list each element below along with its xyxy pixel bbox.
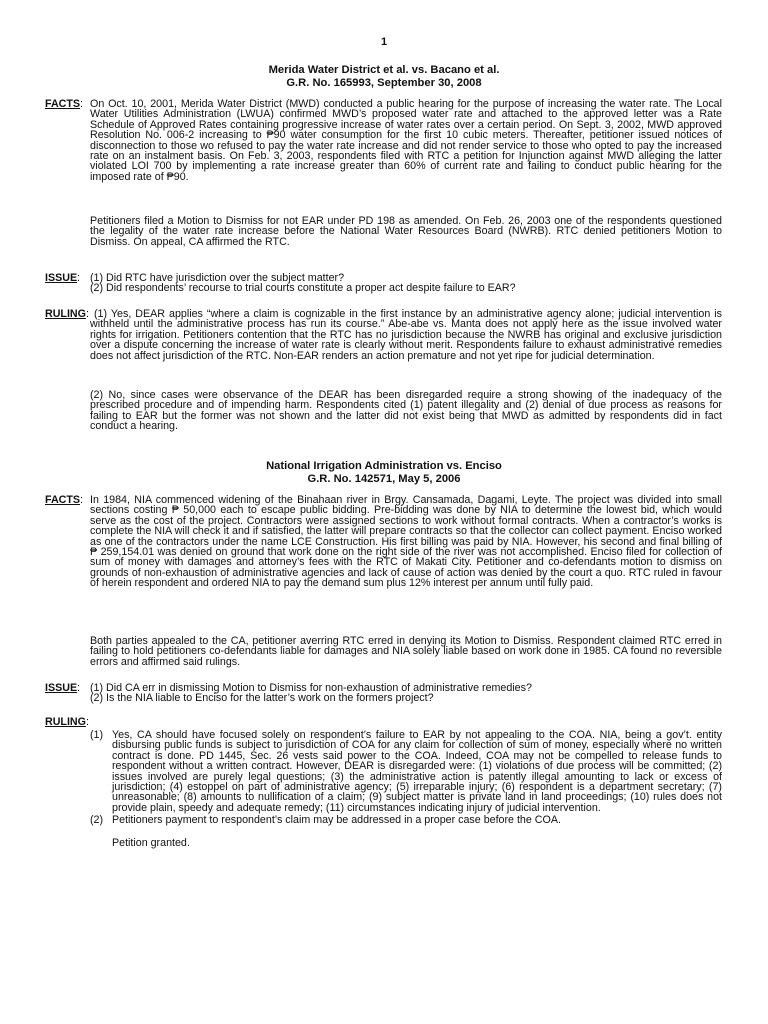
case2-header (0, 460, 768, 485)
case1-ruling-paragraph-2: (2) No, since cases were observance of the DEAR has been disregarded require a strong showing of the inadequacy of the prescribed procedure and of impending harm. Respondents cited (1) patent illegality and (2) denial of due process as reasons for failing to EAR but the former was not shown and the latter did not exist being that MWD as admitted by respondents did in fact conduct a hearing. (90, 389, 722, 433)
case2-facts-paragraph-1: In 1984, NIA commenced widening of the Binahaan river in Brgy. Cansamada, Dagami, Leyte. The project was divided into small sections costing ₱ 50,000 each to escape public bidding. Pre-bidding was done by NIA to determine the lowest bid, which would serve as the cost of the project. Contractors were assigned sections to work without formal contracts. When a contractor’s works is complete the NIA will check it and if satisfied, the latter will prepare contracts so that the collector can collect payment. Enciso worked as one of the contractors under the name LCE Construction. His first billing was paid by NIA. However, his second and final billing of ₱ 259,154.01 was denied on ground that work done on the right side of the river was not accomplished. Enciso filed for collection of sum of money with damages and attorney’s fees with the RTC of Makati City. Petitioner and co-defendants motion to dismiss on grounds of non-exhaustion of administrative agencies and lack of cause of action was denied by the court a quo. RTC ruled in favour of herein respondent and ordered NIA to pay the demand sum plus 12% interest per annum until fully paid. (90, 494, 722, 590)
case1-ruling-2 (0, 390, 768, 432)
case1-ruling-paragraph-1: (1) Yes, DEAR applies “where a claim is cognizable in the first instance by an administrative agency alone; judicial intervention is withheld until the administrative process has run its course.” Abe-abe vs. Manta does not apply here as the issue involved water rights for irrigation. Petitioners contention that the RTC has no jurisdiction because the NWRB has original and exclusive jurisdiction over a dispute concerning the increase of water rate is clearly without merit. Respondents failure to exhaust administrative remedies does not affect jurisdiction of the RTC. Non-EAR renders an action premature and not yet ripe for judicial determination. (90, 308, 722, 362)
case2-facts (0, 495, 768, 589)
case1-facts-label: FACTS (45, 98, 81, 110)
case2-ruling-item-1-text: Yes, CA should have focused solely on respondent’s failure to EAR by not appealing to the COA. NIA, being a gov’t. entity disbursing public funds is subject to jurisdiction of COA for any claim for collection of sum of money, especially where no written contract is done. PD 1445, Sec. 26 vests said power to the COA. Indeed, COA may not be compelled to release funds to respondent without a written contract. However, DEAR is disregarded were: (1) violations of due process will be committed; (2) issues involved are purely legal questions; (3) the administrative action is patently illegal amounting to lack or excess of jurisdiction; (4) estoppel on part of administrative agency; (5) irreparable injury; (6) respondent is a department secretary; (7) unreasonable; (8) amounts to nullification of a claim; (9) subject matter is private land in land proceedings; (10) rules does not provide plain, speedy and adequate remedy; (11) circumstances indicating injury of judicial intervention. (112, 729, 722, 814)
case2-ruling-item-2-text: Petitioners payment to respondent’s claim may be addressed in a proper case before the COA. (112, 814, 561, 827)
case1-issue-1: (1) Did RTC have jurisdiction over the subject matter? (90, 272, 345, 284)
case2-ruling-item-2-num: (2) (90, 814, 104, 827)
case2-title: National Irrigation Administration vs. Enciso (266, 460, 502, 472)
case1-issue-label: ISSUE (45, 272, 78, 284)
case1-issue-2: (2) Did respondents’ recourse to trial courts constitute a proper act despite failure to EAR? (90, 282, 516, 295)
label-colon: : (77, 272, 80, 284)
case1-ruling (0, 309, 768, 361)
case1-facts-2 (0, 216, 768, 247)
label-colon: : (77, 682, 80, 694)
label-colon: : (86, 308, 89, 320)
case2-ruling-label: RULING (45, 716, 86, 728)
case2-gr: G.R. No. 142571, May 5, 2006 (307, 472, 461, 485)
label-colon: : (80, 494, 83, 506)
page-number: 1 (380, 36, 388, 48)
case2-ruling-item-1-num: (1) (90, 729, 104, 741)
case1-title: Merida Water District et al. vs. Bacano et al. (268, 64, 500, 76)
case2-ruling-item (90, 730, 722, 813)
case1-ruling-label: RULING (45, 308, 86, 320)
case1-issue (0, 273, 768, 294)
case1-facts (0, 99, 768, 182)
case1-gr: G.R. No. 165993, September 30, 2008 (286, 76, 482, 89)
case2-facts-2 (0, 636, 768, 667)
case2-facts-label: FACTS (45, 494, 81, 506)
case2-issue-2: (2) Is the NIA liable to Enciso for the latter’s work on the formers project? (90, 692, 434, 705)
case2-issue-label: ISSUE (45, 682, 78, 694)
case2-ruling-item (90, 815, 722, 825)
case2-ruling: RULING: (1) Yes, CA should have focused solely on respondent’s failure to EAR by not appealing to the COA. NIA, being a gov’t. entity disbursing public funds is subject to jurisdiction of COA for any claim for collection of sum of money, especially where no written contract is done. PD 1445, Sec. 26 vests said power to the COA. Indeed, COA may not be compelled to release funds to respondent without a written contract. However, DEAR is disregarded were: (1) violations of due process will be committed; (2) issues involved are purely legal questions; (3) the administrative action is patently illegal amounting to lack or excess of jurisdiction; (4) estoppel on part of administrative agency; (5) irreparable injury; (6) respondent is a department secretary; (7) unreasonable; (8) amounts to nullification of a claim; (9) subject matter is private land in land proceedings; (10) rules does not provide plain, speedy and adequate remedy; (11) circumstances indicating injury of judicial intervention. (2) Petitioners payment to respondent’s claim may be addressed in a proper case before the COA. Petition granted. (45, 716, 722, 849)
label-colon: : (80, 98, 83, 110)
case2-facts-paragraph-2: Both parties appealed to the CA, petitioner averring RTC erred in denying its Motion to Dismiss. Respondent claimed RTC erred in failing to hold petitioners co-defendants liable for damages and NIA solely liable based on work done in 1985. CA found no reversible errors and affirmed said rulings. (90, 635, 722, 668)
case2-issue-1: (1) Did CA err in dismissing Motion to Dismiss for non-exhaustion of administrative remedies? (90, 682, 532, 694)
case2-issue (0, 683, 768, 704)
case1-header (0, 64, 768, 89)
case1-facts-paragraph-2: Petitioners filed a Motion to Dismiss for not EAR under PD 198 as amended. On Feb. 26, 2003 one of the respondents questioned the legality of the water rate increase before the National Water Resources Board (NWRB). RTC denied petitioners Motion to Dismiss. On appeal, CA affirmed the RTC. (90, 215, 722, 248)
case1-facts-paragraph-1: On Oct. 10, 2001, Merida Water District (MWD) conducted a public hearing for the purpose of increasing the water rate. The Local Water Utilities Administration (LWUA) confirmed MWD’s proposed water rate and attached to the approved letter was a Rate Schedule of Approved Rates containing progressive increase of water rates over a certain period. On Sept. 3, 2002, MWD approved Resolution No. 006-2 increasing to ₱90 water consumption for the first 10 cubic meters. Thereafter, petitioner issued notices of disconnection to those wo refused to pay the water rate increase and did not render service to those who opted to pay the increased rate on an instalment basis. On Feb. 3, 2003, respondents filed with RTC a petition for Injunction against MWD alleging the latter violated LOI 700 by implementing a rate increase greater than 60% of current rate and failing to conduct public hearing for the imposed rate of ₱90. (90, 98, 722, 183)
case2-closing: Petition granted. (112, 836, 190, 849)
